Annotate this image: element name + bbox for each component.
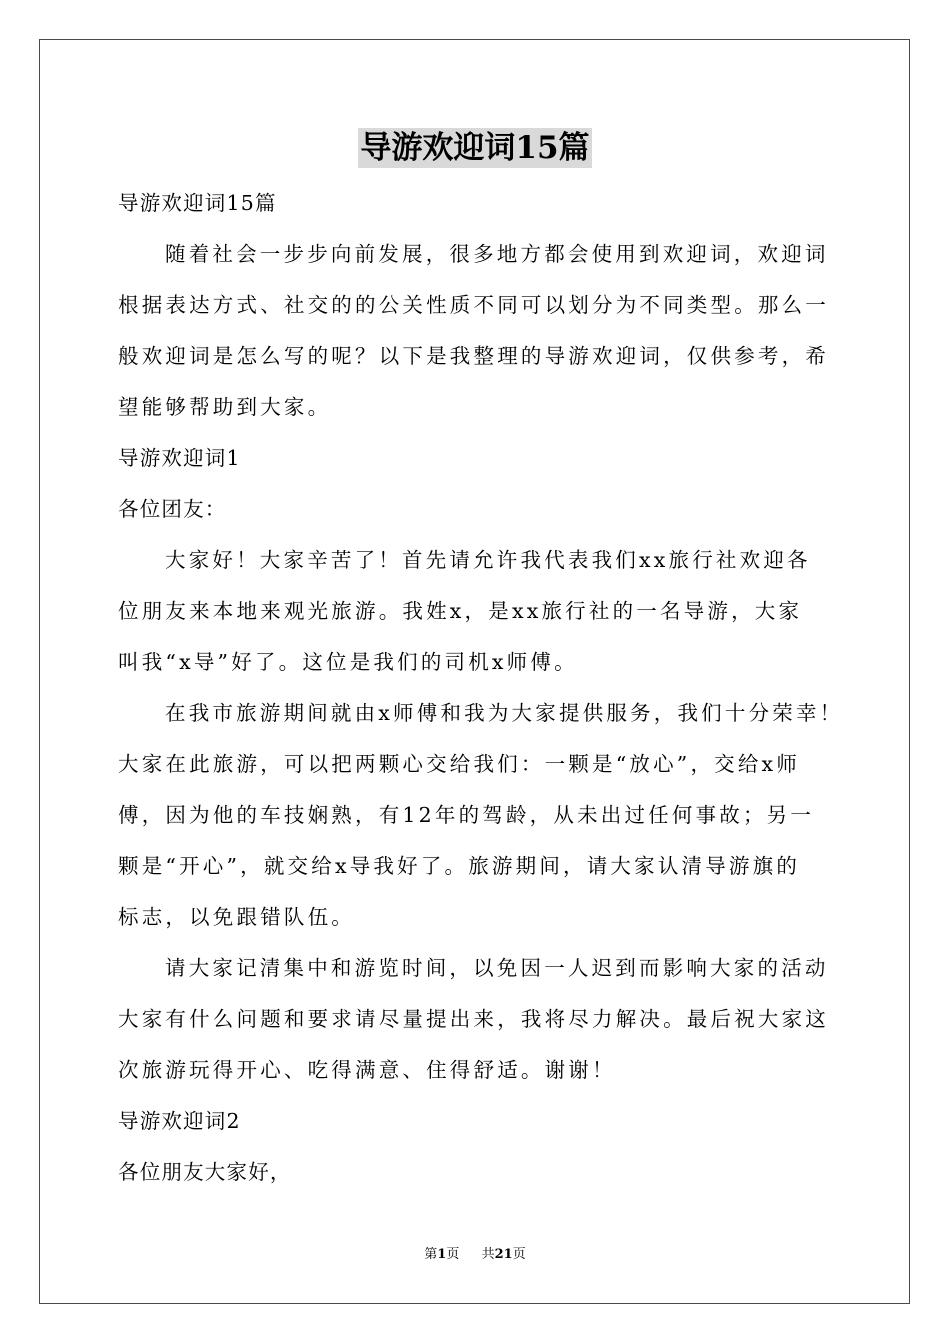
- document-body: [118, 178, 844, 1198]
- greeting: 各位朋友大家好，: [118, 1160, 292, 1184]
- intro-line: 般欢迎词是怎么写的呢？以下是我整理的导游欢迎词，仅供参考，希: [118, 344, 829, 368]
- paragraph-line: 大家在此旅游，可以把两颗心交给我们：一颗是“放心”，交给x师: [118, 752, 801, 776]
- paragraph-line: 大家好！大家辛苦了！首先请允许我代表我们xx旅行社欢迎各: [165, 548, 811, 572]
- page-number: 1: [437, 1247, 447, 1262]
- paragraph-line: 大家有什么问题和要求请尽量提出来，我将尽力解决。最后祝大家这: [118, 1007, 829, 1031]
- paragraph-line: 傅，因为他的车技娴熟，有12年的驾龄，从未出过任何事故；另一: [118, 803, 815, 827]
- intro-line: 随着社会一步步向前发展，很多地方都会使用到欢迎词，欢迎词: [165, 242, 829, 266]
- page-prefix: 第: [424, 1247, 438, 1262]
- total-pages: 21: [494, 1247, 513, 1262]
- greeting: 各位团友：: [118, 497, 227, 521]
- document-subtitle: 导游欢迎词15篇: [118, 191, 277, 215]
- paragraph-line: 颗是“开心”，就交给x导我好了。旅游期间，请大家认清导游旗的: [118, 854, 801, 878]
- paragraph: [118, 943, 834, 1096]
- page-suffix: 页: [446, 1247, 460, 1262]
- intro-line: 望能够帮助到大家。: [118, 395, 332, 419]
- section-heading: 导游欢迎词2: [118, 1109, 241, 1133]
- page-footer: [0, 1246, 950, 1264]
- intro-line: 根据表达方式、社交的的公关性质不同可以划分为不同类型。那么一: [118, 293, 829, 317]
- paragraph: [118, 688, 844, 943]
- document-title: 导游欢迎词15篇: [360, 130, 590, 166]
- total-suffix: 页: [512, 1247, 526, 1262]
- title-area: [0, 128, 950, 168]
- total-prefix: 共: [481, 1247, 495, 1262]
- paragraph-line: 位朋友来本地来观光旅游。我姓x，是xx旅行社的一名导游，大家: [118, 599, 803, 623]
- paragraph-line: 标志，以免跟错队伍。: [118, 905, 355, 929]
- intro-paragraph: [118, 229, 834, 433]
- paragraph-line: 请大家记清集中和游览时间，以免因一人迟到而影响大家的活动: [165, 956, 829, 980]
- paragraph-line: 在我市旅游期间就由x师傅和我为大家提供服务，我们十分荣幸！: [165, 701, 844, 725]
- paragraph: [118, 535, 834, 688]
- section-heading: 导游欢迎词1: [118, 446, 241, 470]
- paragraph-line: 次旅游玩得开心、吃得满意、住得舒适。谢谢！: [118, 1058, 616, 1082]
- paragraph-line: 叫我“x导”好了。这位是我们的司机x师傅。: [118, 650, 578, 674]
